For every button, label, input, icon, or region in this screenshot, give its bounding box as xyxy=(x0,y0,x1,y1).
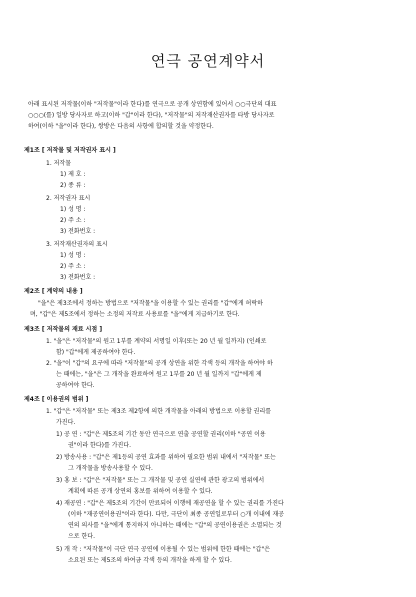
article-3-heading: 제3조 [ 저작물의 재료 시점 ] xyxy=(24,326,103,333)
article-4-line: 으로 한다. xyxy=(68,533,95,540)
article-1-item: 1. 저작물 xyxy=(46,160,72,167)
article-1-item: 3. 저작재산권자의 표시 xyxy=(46,241,108,248)
article-4-line: 권"이라 한다)를 가진다. xyxy=(68,442,131,449)
article-4-line: 5) 개 작 : "저작물"이 극단 연극 공연에 이용될 수 있는 범위에 한한 때에는 "갑"은 xyxy=(56,546,271,553)
author-address-field: 2) 주 소 : xyxy=(60,217,86,224)
intro-line: 아래 표시된 저작물(이하 "저작물"이라 한다)를 연극으로 공개 상연함에 있어서 ○○극단의 대표 xyxy=(28,101,277,108)
article-2-line: "을"은 제3조에서 정하는 방법으로 "저작물"을 이용할 수 있는 권리를 "갑"에게 허락하 xyxy=(38,300,263,307)
article-4-line: 3) 홍 보 : "갑"은 "저작물" 또는 그 개작물 및 공연 실연에 관한 광고의 범위에서 xyxy=(56,477,265,484)
article-4-line: 1. "갑"은 "저작물" 또는 제3조 제2항에 의한 개작물을 아래의 방법으로 이용할 권리를 xyxy=(46,408,272,415)
article-4-line: 4) 재공연 : "갑"은 제5조의 기간이 만료되어 이행에 재공연을 할 수 있는 권리를 가진다 xyxy=(56,500,284,507)
article-3-line: 공하여야 한다. xyxy=(56,382,95,389)
article-4-line: 계획에 따른 공개 상연의 홍보를 위하여 이용할 수 있다. xyxy=(68,488,213,495)
article-4-line: 2) 방송사용 : "갑"은 제1등의 공연 효과를 위하여 필요한 범위 내에서 "저작물" 또는 xyxy=(56,454,276,461)
owner-address-field: 2) 주 소 : xyxy=(60,263,86,270)
owner-name-field: 1) 성 명 : xyxy=(60,252,86,259)
author-name-field: 1) 성 명 : xyxy=(60,206,86,213)
owner-phone-field: 3) 전화번호 : xyxy=(60,274,96,281)
intro-line: ○○○(를) 일방 당사자로 하고(이하 "갑"이라 한다), "저작물"의 저작재산권자를 타방 당사자로 xyxy=(28,112,275,119)
article-3-line: 함) "갑"에게 제공하여야 한다. xyxy=(56,349,136,356)
work-title-field: 1) 제 호 : xyxy=(60,171,86,178)
article-4-line: 연의 의사를 "을"에게 통지하지 아니하는 때에는 "갑"의 공연이용권은 소멸되는 것 xyxy=(68,522,282,529)
author-phone-field: 3) 전화번호 : xyxy=(60,228,96,235)
article-3-line: 는 때에는, "을"은 그 개작을 완료하여 원고 1부를 20 년 월 일까지 "갑"에게 제 xyxy=(56,371,262,378)
article-4-line: 그 개작물을 방송사용할 수 있다. xyxy=(68,465,153,472)
document-title: 연극 공연계약서 xyxy=(150,52,266,70)
article-3-line: 2. "을"이 "갑"의 요구에 따라 "저작물"의 공개 상연을 위한 각색 등의 개작을 하여야 하 xyxy=(46,360,273,367)
article-3-line: 1. "을"은 "저작물"의 원고 1부를 계약의 서명일 이후(또는 20 년 월 일까지) (인쇄로 xyxy=(46,338,267,345)
article-4-line: (이하 "재공연이용권"이라 한다). 다만, 극단이 최종 공연일로부터 ○개 이내에 재공 xyxy=(68,511,285,518)
article-4-line: 가진다. xyxy=(56,419,76,426)
article-4-line: 1) 공 연 : "갑"은 제5조의 기간 동안 연극으로 연출 공연할 권리(이하 "공연 이용 xyxy=(56,431,266,438)
article-1-heading: 제1조 [ 저작물 및 저작권자 표시 ] xyxy=(24,147,116,154)
article-2-line: 며, "갑"은 제5조에서 정하는 소정의 저작료 사용료를 "을"에게 지급하기로 한다. xyxy=(30,311,240,318)
article-1-item: 2. 저작권자 표시 xyxy=(46,195,91,202)
article-4-line: 소요된 또는 제5조의 하여금 각색 등의 개작을 하게 할 수 있다. xyxy=(68,557,232,564)
work-type-field: 2) 종 류 : xyxy=(60,182,86,189)
article-4-heading: 제4조 [ 이용권의 범위 ] xyxy=(24,396,89,403)
intro-line: 하여(이하 "을"이라 한다), 쌍방은 다음의 사항에 합의할 것을 약정한다. xyxy=(28,123,214,130)
article-2-heading: 제2조 [ 계약의 내용 ] xyxy=(24,288,83,295)
